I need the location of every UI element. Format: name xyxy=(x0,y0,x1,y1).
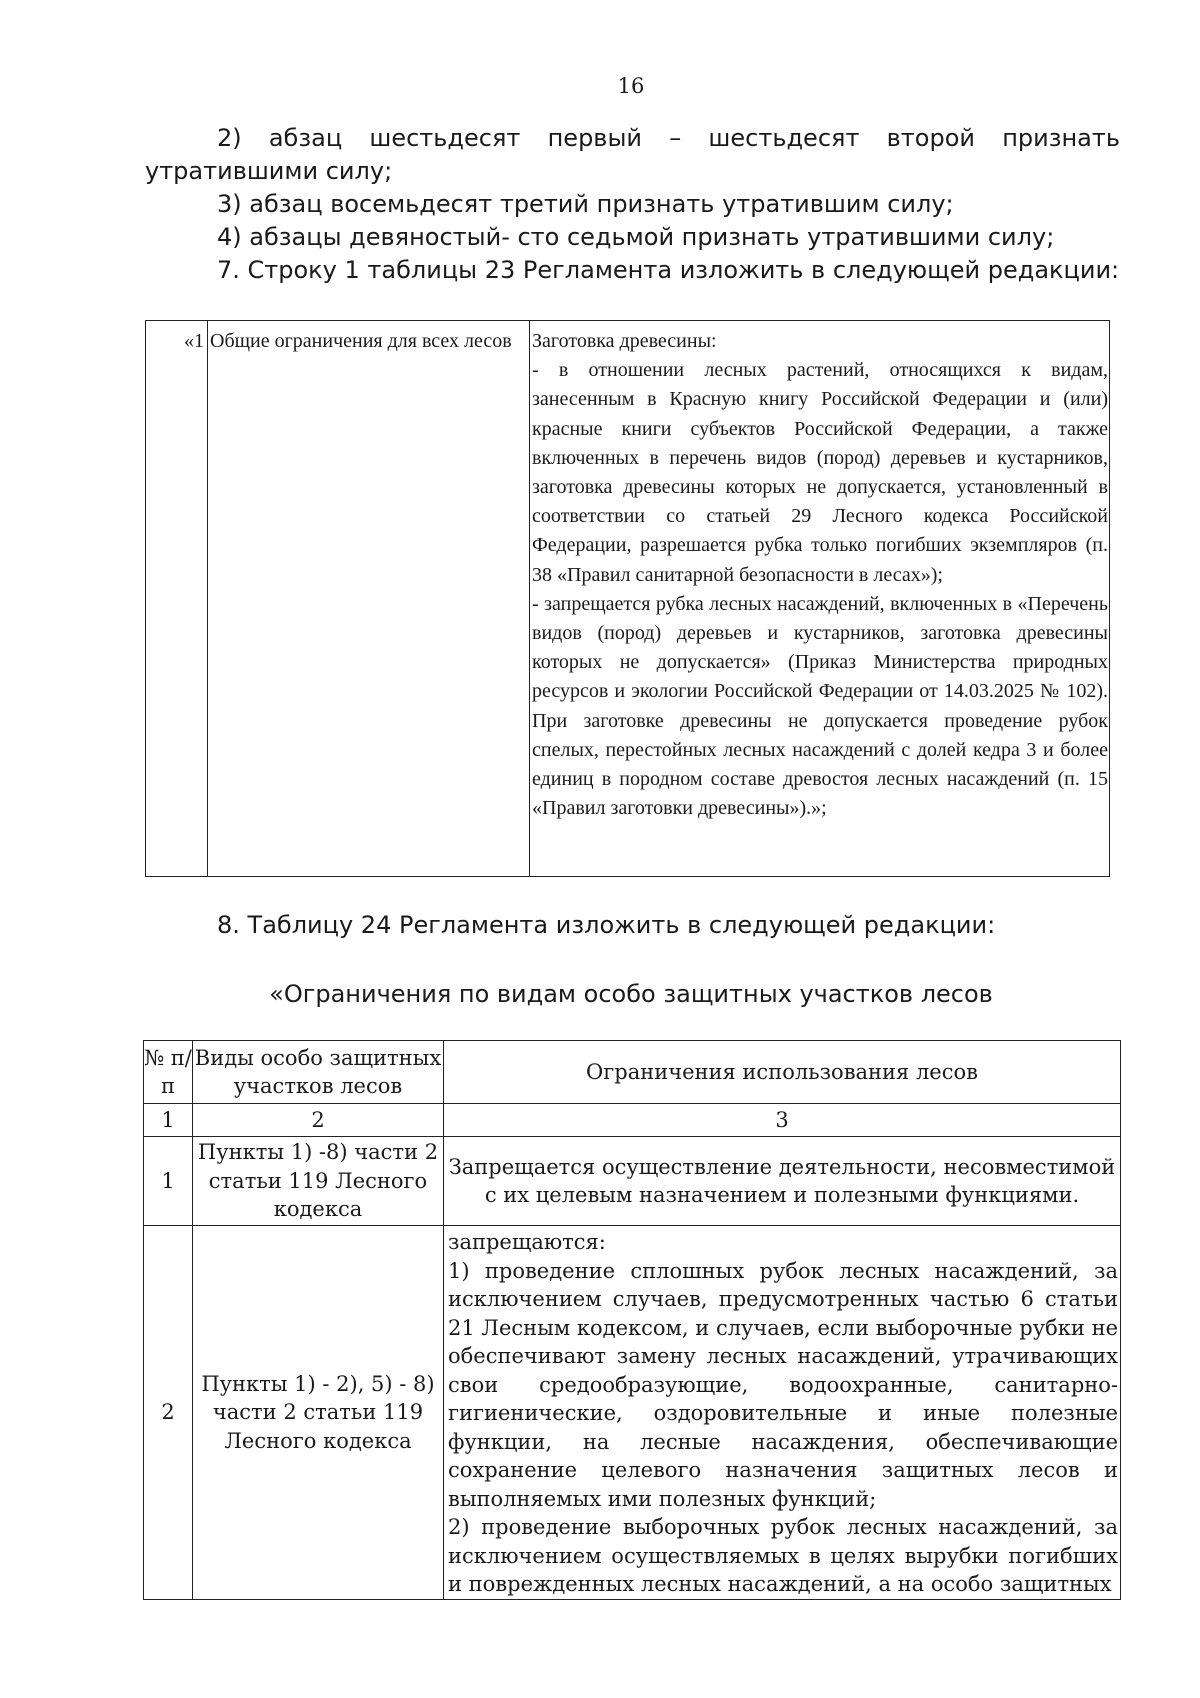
header-limits: Ограничения использования лесов xyxy=(444,1041,1121,1104)
row-number: «1 xyxy=(146,321,208,877)
restriction-text-line: - в отношении лесных растений, относящихся к видам, занесенным в Красную книгу Российской Федерации и (или) красные книги субъектов Российской Федерации, а также включенных в перечень видов (пород) деревьев и кустарников, заготовка древесины которых не допускается, установленный в соответствии со статьей 29 Лесного кодекса Российской Федерации, разрешается рубка только погибших экземпляров (п. 38 «Правил санитарной безопасности в лесах»); xyxy=(532,359,1108,586)
row-type: Пункты 1) - 2), 5) - 8) части 2 статьи 119 Лесного кодекса xyxy=(193,1226,444,1600)
table-row xyxy=(144,1137,1121,1226)
table-24 xyxy=(143,1040,1121,1600)
table-header-row xyxy=(144,1041,1121,1104)
index-cell: 2 xyxy=(193,1104,444,1137)
paragraph-7: 7. Строку 1 таблицы 23 Регламента изложить в следующей редакции: xyxy=(217,256,1120,284)
table-row xyxy=(146,321,1110,877)
restriction-name: Общие ограничения для всех лесов xyxy=(208,321,530,877)
table-23-row-1 xyxy=(145,320,1110,877)
restriction-text xyxy=(530,321,1110,877)
restriction-text-line: - запрещается рубка лесных насаждений, включенных в «Перечень видов (пород) деревьев и кустарников, заготовка древесины которых не допускается» (Приказ Министерства природных ресурсов и экологии Российской Федерации от 14.03.2025 № 102). При заготовке древесины не допускается проведение рубок спелых, перестойных лесных насаждений с долей кедра 3 и более единиц в породном составе древостоя лесных насаждений (п. 15 «Правил заготовки древесины»).»; xyxy=(532,592,1108,820)
row-limits xyxy=(444,1226,1121,1600)
restriction-text-line: Заготовка древесины: xyxy=(532,330,717,352)
body-paragraphs xyxy=(145,122,1120,287)
row-limits: Запрещается осуществление деятельности, несовместимой с их целевым назначением и полезными функциями. xyxy=(444,1137,1121,1226)
row-limits-line: 1) проведение сплошных рубок лесных насаждений, за исключением случаев, предусмотренных частью 6 статьи 21 Лесным кодексом, и случаев, если выборочные рубки не обеспечивают замену лесных насаждений, утрачивающих свои средообразующие, водоохранные, санитарно-гигиенические, оздоровительные и иные полезные функции, на лесные насаждения, обеспечивающие сохранение целевого назначения защитных лесов и выполняемых ими полезных функций; xyxy=(448,1258,1118,1511)
paragraph-4: 4) абзацы девяностый- сто седьмой признать утратившими силу; xyxy=(217,223,1055,251)
index-cell: 1 xyxy=(144,1104,193,1137)
row-type: Пункты 1) -8) части 2 статьи 119 Лесного кодекса xyxy=(193,1137,444,1226)
table-row xyxy=(144,1226,1121,1600)
row-limits-line: 2) проведение выборочных рубок лесных насаждений, за исключением осуществляемых в целях вырубки погибших и поврежденных лесных насаждений, а на особо защитных xyxy=(448,1515,1118,1596)
page-number: 16 xyxy=(617,74,645,98)
paragraph-3: 3) абзац восемьдесят третий признать утратившим силу; xyxy=(217,190,954,218)
row-number: 2 xyxy=(144,1226,193,1600)
header-number: № п/п xyxy=(144,1041,193,1104)
paragraph-2: 2) абзац шестьдесят первый – шестьдесят второй признать утратившими силу; xyxy=(145,124,1120,185)
table-24-title: «Ограничения по видам особо защитных участков лесов xyxy=(269,980,993,1008)
table-index-row xyxy=(144,1104,1121,1137)
paragraph-8: 8. Таблицу 24 Регламента изложить в следующей редакции: xyxy=(217,911,996,939)
header-type: Виды особо защитных участков лесов xyxy=(193,1041,444,1104)
row-limits-line: запрещаются: xyxy=(448,1230,606,1254)
index-cell: 3 xyxy=(444,1104,1121,1137)
row-number: 1 xyxy=(144,1137,193,1226)
